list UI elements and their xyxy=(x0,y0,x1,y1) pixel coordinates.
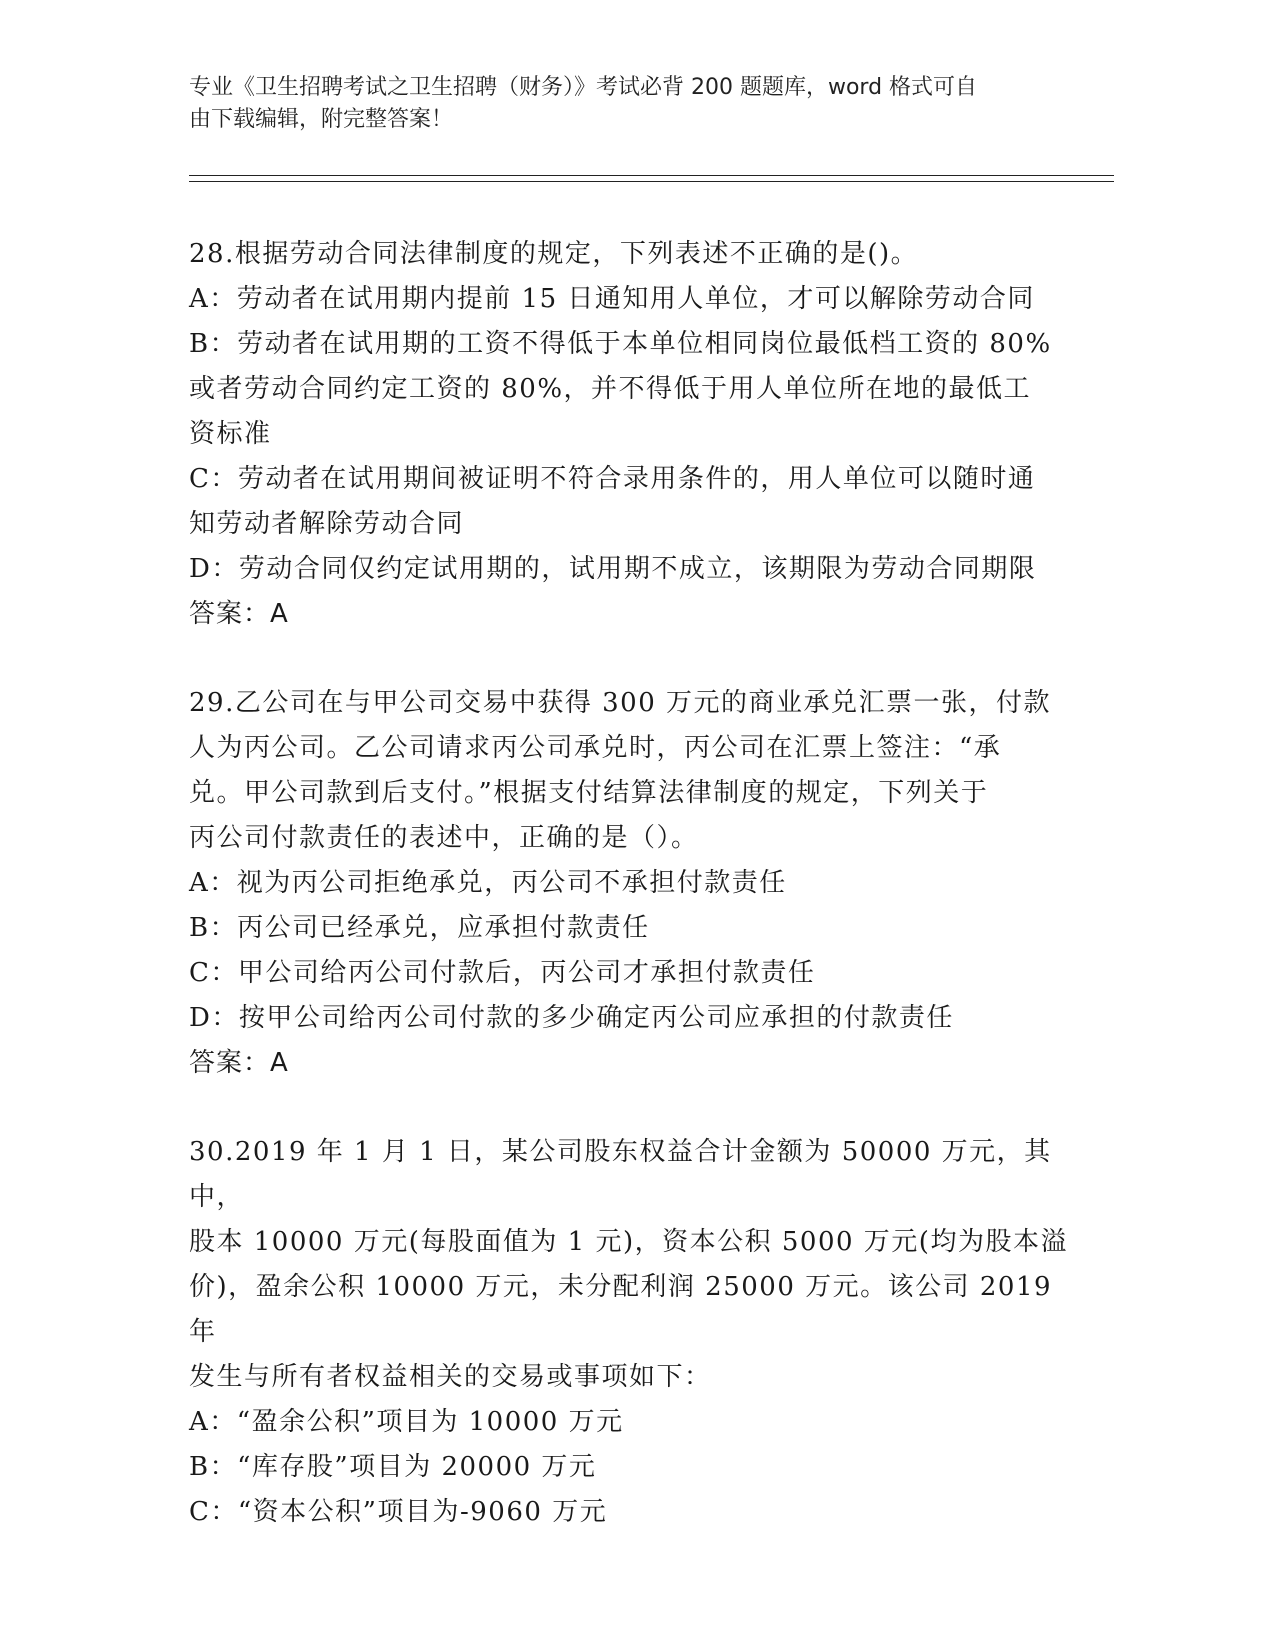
question-block xyxy=(189,1130,1089,1535)
question-stem-line: 人为丙公司。乙公司请求丙公司承兑时，丙公司在汇票上签注：“承 xyxy=(189,733,1002,763)
answer-line: 答案：A xyxy=(189,1048,289,1078)
question-stem-line: 股本 10000 万元(每股面值为 1 元)，资本公积 5000 万元(均为股本溢 xyxy=(189,1227,1068,1257)
option-line: C：劳动者在试用期间被证明不符合录用条件的，用人单位可以随时通 xyxy=(189,464,1036,494)
question-stem-line: 价)，盈余公积 10000 万元，未分配利润 25000 万元。该公司 2019 年 xyxy=(189,1272,1053,1347)
header-line-2: 由下载编辑，附完整答案！ xyxy=(189,107,454,132)
option-line: C：甲公司给丙公司付款后，丙公司才承担付款责任 xyxy=(189,958,816,988)
option-line: D：劳动合同仅约定试用期的，试用期不成立，该期限为劳动合同期限 xyxy=(189,554,1037,584)
option-line: 或者劳动合同约定工资的 80%，并不得低于用人单位所在地的最低工 xyxy=(189,374,1032,404)
option-line: D：按甲公司给丙公司付款的多少确定丙公司应承担的付款责任 xyxy=(189,1003,954,1033)
header-divider-bottom xyxy=(189,181,1114,182)
question-stem-line: 29.乙公司在与甲公司交易中获得 300 万元的商业承兑汇票一张，付款 xyxy=(189,688,1052,718)
question-stem-line: 丙公司付款责任的表述中，正确的是（）。 xyxy=(189,823,699,853)
question-stem-line: 30.2019 年 1 月 1 日，某公司股东权益合计金额为 50000 万元，其中， xyxy=(189,1137,1052,1212)
option-line: B：劳动者在试用期的工资不得低于本单位相同岗位最低档工资的 80% xyxy=(189,329,1052,359)
question-stem-line: 发生与所有者权益相关的交易或事项如下： xyxy=(189,1362,712,1392)
question-stem-line: 28.根据劳动合同法律制度的规定，下列表述不正确的是()。 xyxy=(189,239,919,269)
document-header xyxy=(189,72,1069,136)
question-block xyxy=(189,681,1089,1086)
option-line: B：丙公司已经承兑，应承担付款责任 xyxy=(189,913,650,943)
question-list xyxy=(189,232,1089,1535)
option-line: 知劳动者解除劳动合同 xyxy=(189,509,465,539)
header-divider-top xyxy=(189,175,1114,176)
option-line: A：视为丙公司拒绝承兑，丙公司不承担付款责任 xyxy=(189,868,787,898)
question-block xyxy=(189,232,1089,637)
option-line: B：“库存股”项目为 20000 万元 xyxy=(189,1452,597,1482)
option-line: A：“盈余公积”项目为 10000 万元 xyxy=(189,1407,624,1437)
header-line-1: 专业《卫生招聘考试之卫生招聘（财务）》考试必背 200 题题库，word 格式可自 xyxy=(189,75,978,100)
answer-line: 答案：A xyxy=(189,599,289,629)
option-line: A：劳动者在试用期内提前 15 日通知用人单位，才可以解除劳动合同 xyxy=(189,284,1035,314)
option-line: C：“资本公积”项目为-9060 万元 xyxy=(189,1497,608,1527)
option-line: 资标准 xyxy=(189,419,272,449)
question-stem-line: 兑。甲公司款到后支付。”根据支付结算法律制度的规定，下列关于 xyxy=(189,778,989,808)
